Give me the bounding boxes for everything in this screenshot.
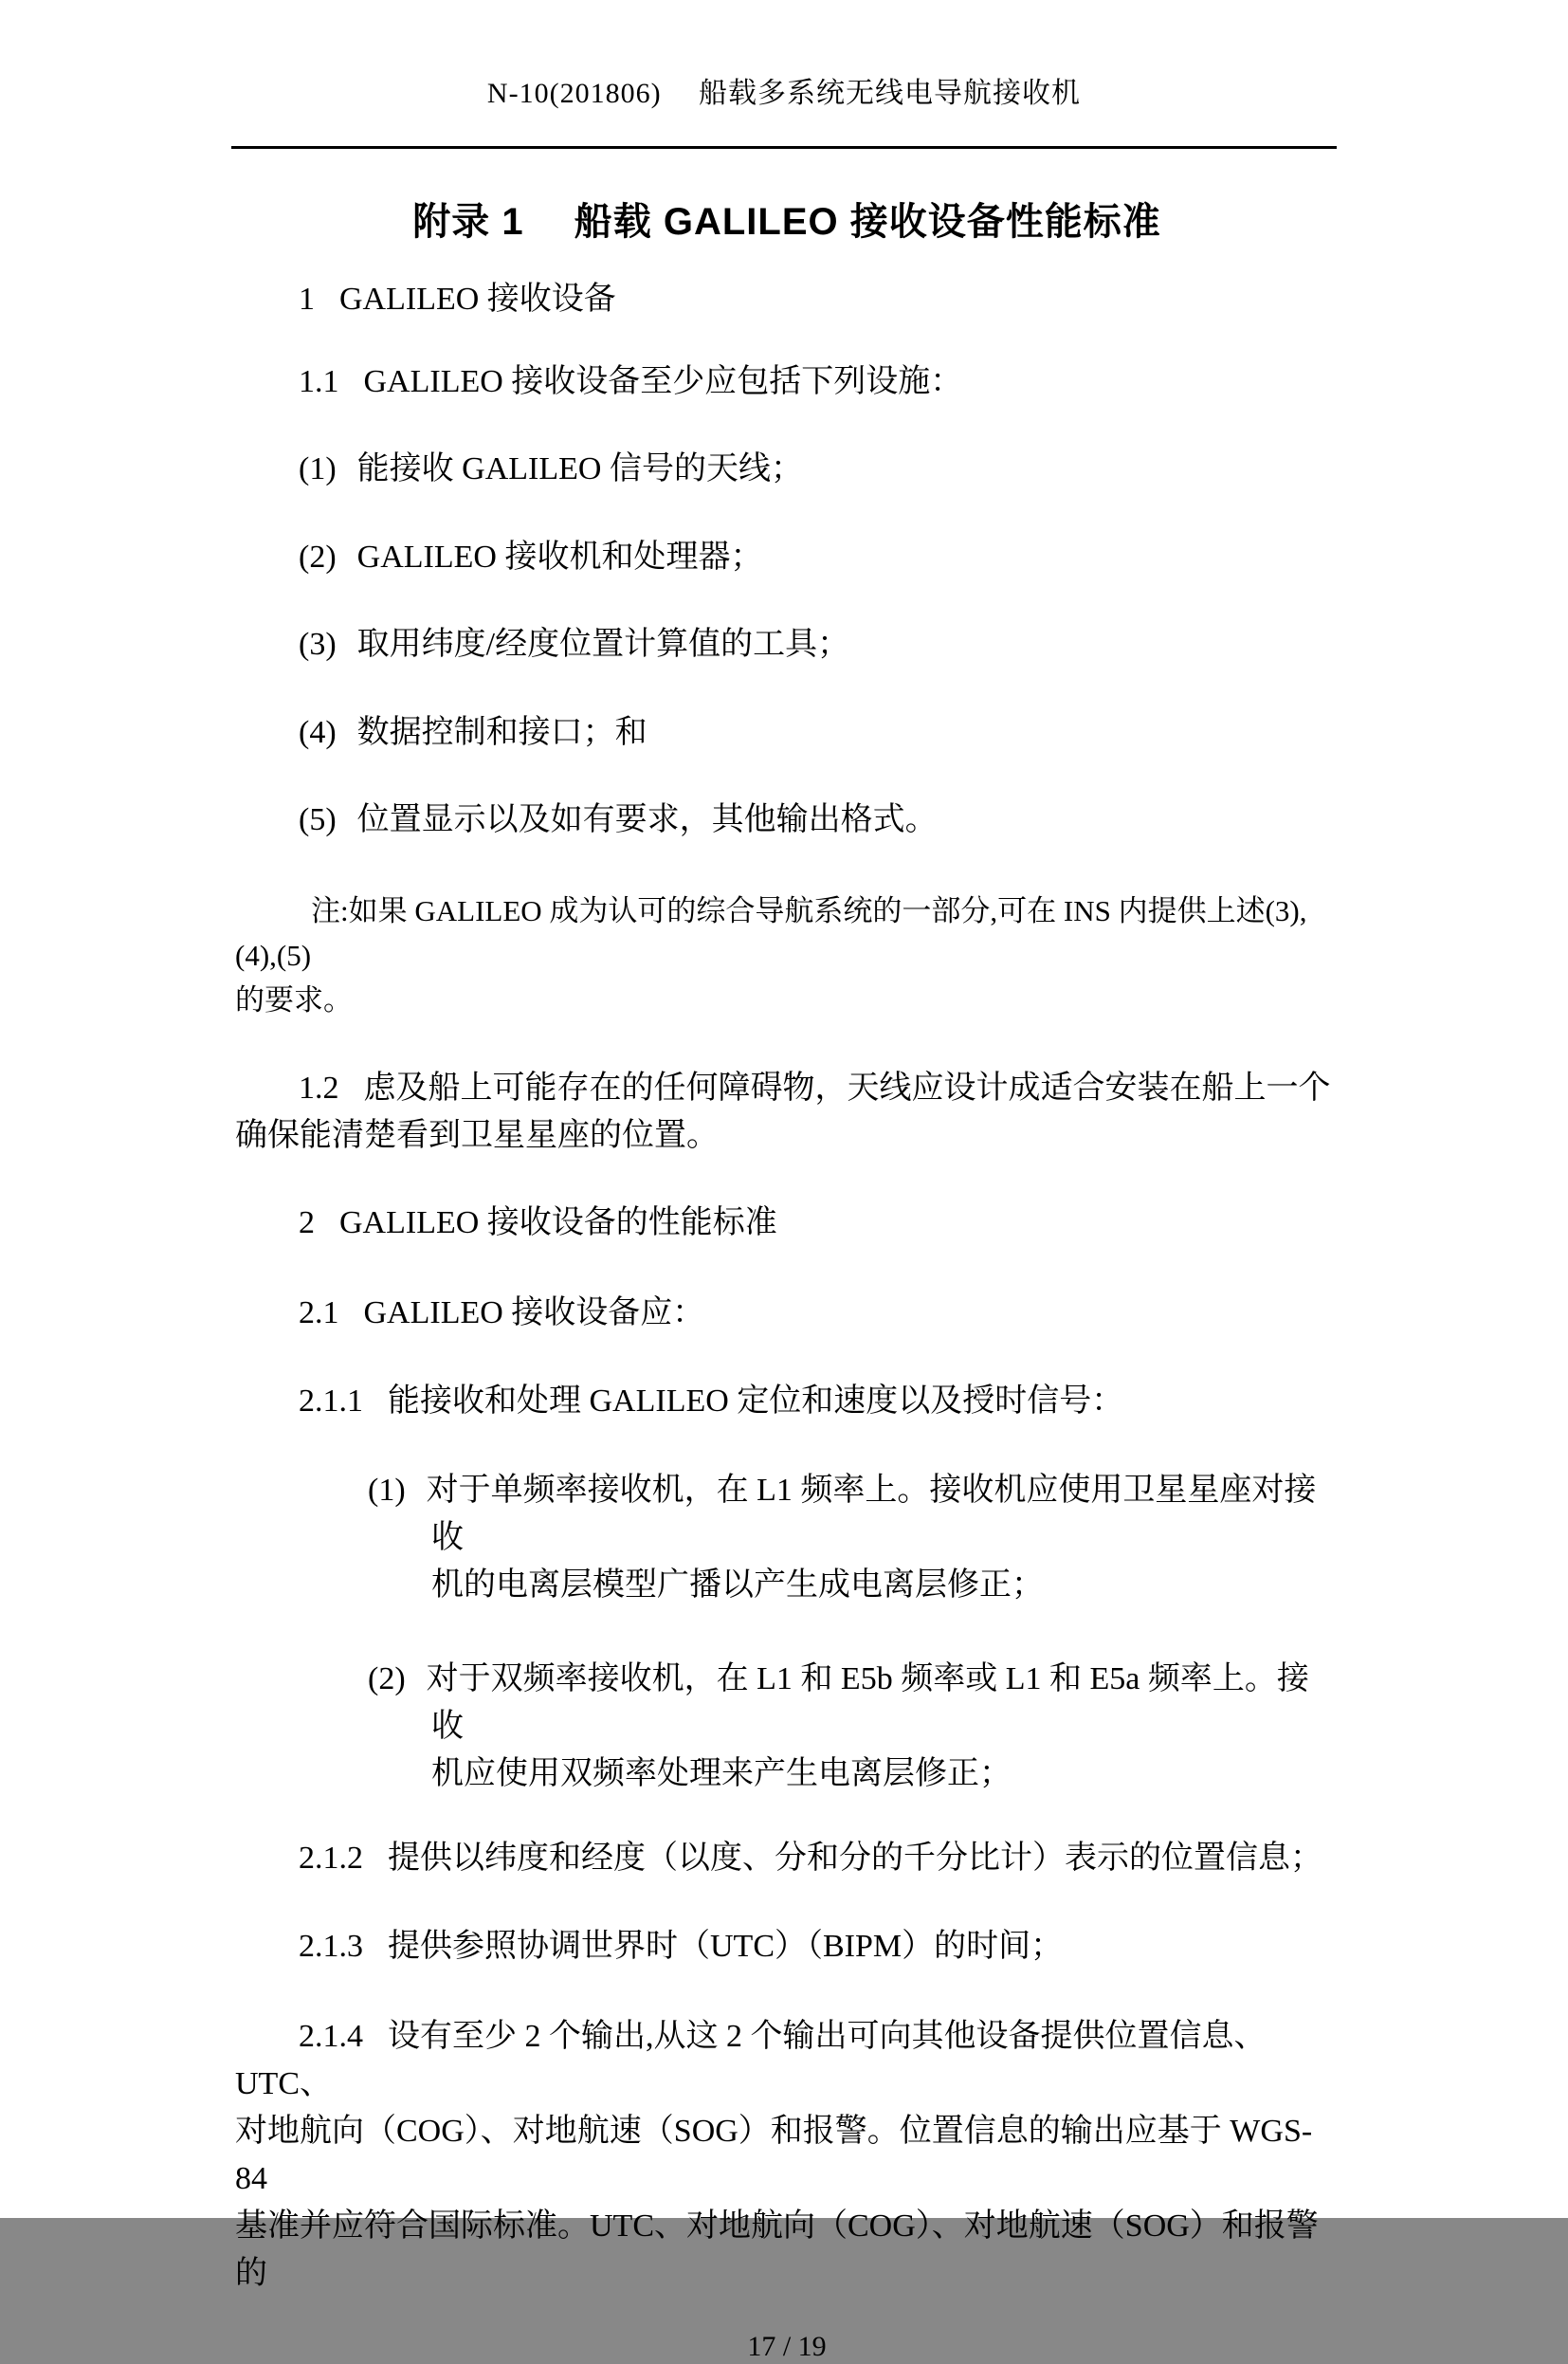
clause-number: 1.1	[299, 364, 339, 399]
list-item-2	[235, 534, 1339, 581]
clause-2-1-1	[235, 1378, 1339, 1425]
item-text: 能接收 GALILEO 信号的天线；	[356, 451, 803, 486]
clause-line-2: 对地航向（COG）、对地航速（SOG）和报警。位置信息的输出应基于 WGS-84	[235, 2114, 1313, 2196]
clause-text: GALILEO 接收设备至少应包括下列设施：	[363, 364, 963, 399]
running-header: N-10(201806) 船载多系统无线电导航接收机	[486, 78, 1082, 109]
item-line-2: 机应使用双频率处理来产生电离层修正；	[431, 1756, 1012, 1791]
clause-2-1-3	[235, 1923, 1339, 1970]
clause-2-1-2	[235, 1835, 1339, 1882]
item-text: GALILEO 接收机和处理器；	[356, 540, 763, 575]
clause-line-3: 基准并应符合国际标准。UTC、对地航向（COG）、对地航速（SOG）和报警的	[235, 2208, 1319, 2291]
clause-number: 2.1.3	[299, 1929, 363, 1964]
item-number: (2)	[299, 540, 337, 575]
clause-number: 2.1.1	[299, 1384, 363, 1419]
sub-item-2	[368, 1656, 1339, 1798]
clause-line-1: 设有至少 2 个输出,从这 2 个输出可向其他设备提供位置信息、UTC、	[235, 2019, 1267, 2101]
item-line-1: 对于双频率接收机，在 L1 和 E5b 频率或 L1 和 E5a 频率上。接收	[426, 1661, 1309, 1744]
clause-text: GALILEO 接收设备的性能标准	[339, 1205, 777, 1240]
clause-2-1	[235, 1290, 1339, 1337]
clause-1-1	[235, 358, 1339, 406]
item-number: (4)	[299, 715, 337, 750]
item-text: 数据控制和接口；和	[356, 715, 647, 750]
clause-number: 1	[299, 282, 315, 317]
clause-text: 能接收和处理 GALILEO 定位和速度以及授时信号：	[388, 1384, 1124, 1419]
clause-1-2	[235, 1065, 1339, 1160]
clause-line-2: 确保能清楚看到卫星星座的位置。	[235, 1118, 719, 1153]
clause-2-1-4	[235, 2013, 1339, 2298]
list-item-1	[235, 446, 1339, 493]
heading-1	[235, 276, 1339, 323]
clause-line-1: 虑及船上可能存在的任何障碍物，天线应设计成适合安装在船上一个	[363, 1071, 1331, 1106]
list-item-5	[235, 797, 1339, 844]
item-line-1: 对于单频率接收机，在 L1 频率上。接收机应使用卫星星座对接收	[426, 1473, 1317, 1555]
item-text: 位置显示以及如有要求，其他输出格式。	[356, 802, 938, 837]
list-item-3	[235, 621, 1339, 669]
item-number: (5)	[299, 802, 337, 837]
item-number: (1)	[368, 1473, 406, 1508]
clause-number: 2.1.4	[299, 2019, 363, 2054]
note-line-2: 的要求。	[235, 983, 353, 1017]
sub-item-1	[368, 1467, 1339, 1609]
clause-text: 提供以纬度和经度（以度、分和分的千分比计）表示的位置信息；	[388, 1841, 1322, 1876]
document-body	[0, 196, 1568, 2364]
note-paragraph	[235, 889, 1339, 1022]
item-number: (2)	[368, 1661, 406, 1696]
clause-text: GALILEO 接收设备应：	[363, 1295, 705, 1330]
clause-number: 1.2	[299, 1071, 339, 1106]
clause-number: 2	[299, 1205, 315, 1240]
item-text: 取用纬度/经度位置计算值的工具；	[356, 627, 850, 662]
page-number: 17 / 19	[747, 2331, 827, 2362]
clause-number: 2.1.2	[299, 1841, 363, 1876]
clause-text: 提供参照协调世界时（UTC）（BIPM）的时间；	[388, 1929, 1064, 1964]
clause-text: GALILEO 接收设备	[339, 282, 616, 317]
item-line-2: 机的电离层模型广播以产生成电离层修正；	[431, 1567, 1044, 1603]
heading-2	[235, 1200, 1339, 1247]
clause-number: 2.1	[299, 1295, 339, 1330]
appendix-title: 附录 1 船载 GALILEO 接收设备性能标准	[412, 201, 1161, 243]
list-item-4	[235, 709, 1339, 757]
header-rule	[231, 146, 1337, 149]
item-number: (1)	[299, 451, 337, 486]
note-line-1: 注:如果 GALILEO 成为认可的综合导航系统的一部分,可在 INS 内提供上述(3),(4),(5)	[235, 894, 1307, 972]
item-number: (3)	[299, 627, 337, 662]
